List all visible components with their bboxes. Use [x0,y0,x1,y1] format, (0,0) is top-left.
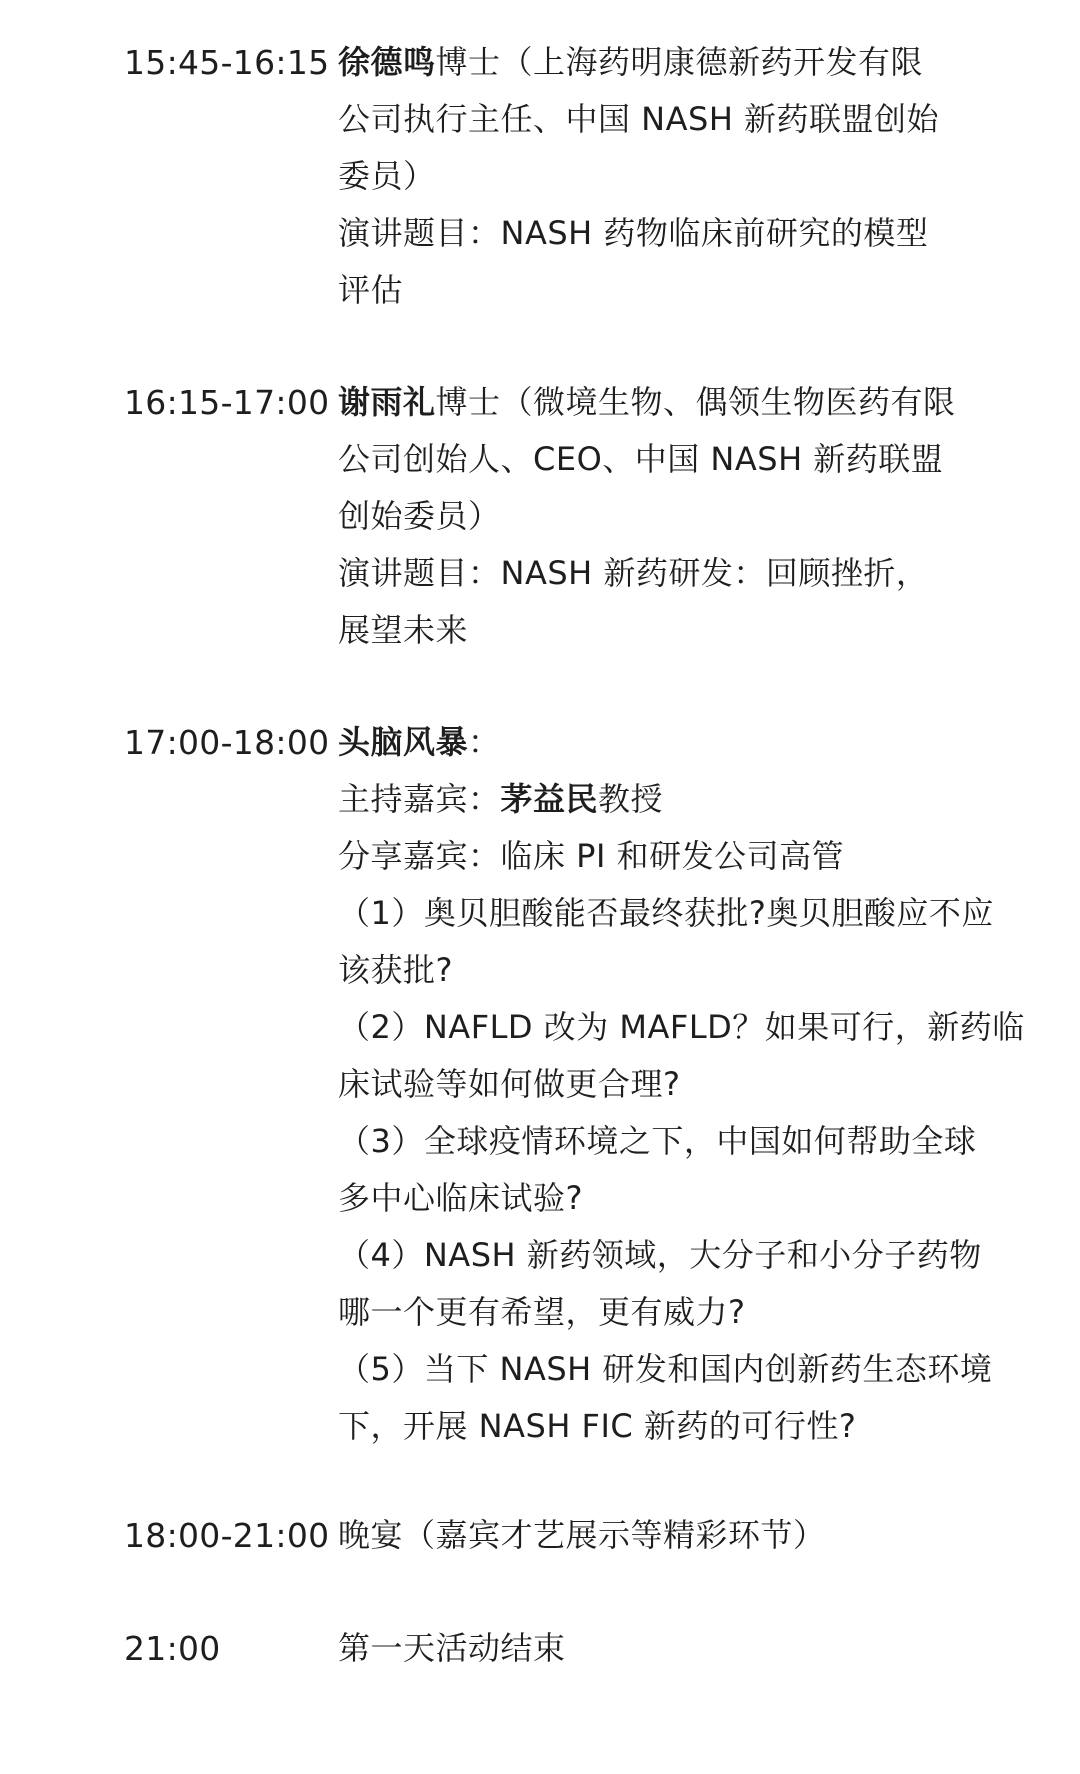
heading-suffix: ： [468,723,501,761]
speaker-detail: 公司创始人、CEO、中国 NASH 新药联盟 [338,440,944,478]
speaker-detail: 博士（微境生物、偶领生物医药有限 [435,383,956,421]
session-content [338,1620,978,1677]
session-content [338,374,978,659]
talk-title: 演讲题目：NASH 新药研发：回顾挫折， [338,554,929,592]
guests-line: 分享嘉宾：临床 PI 和研发公司高管 [338,837,845,875]
speaker-detail: 委员） [338,157,436,195]
talk-title: 评估 [338,271,404,309]
discussion-topic: （4）NASH 新药领域，大分子和小分子药物 [338,1236,982,1274]
session-content [338,714,1025,1455]
speaker-name: 徐德鸣 [338,43,436,81]
discussion-topic: 哪一个更有希望，更有威力? [338,1293,746,1331]
talk-title: 展望未来 [338,611,469,649]
talk-title: 演讲题目：NASH 药物临床前研究的模型 [338,214,929,252]
speaker-detail: 博士（上海药明康德新药开发有限 [435,43,924,81]
host-title: 教授 [598,780,664,818]
session-time: 18:00-21:00 [124,1516,330,1555]
speaker-detail: 创始委员） [338,497,501,535]
discussion-topic: 该获批? [338,951,453,989]
session-text: 第一天活动结束 [338,1629,566,1667]
session-heading: 头脑风暴 [338,723,469,761]
session-time: 17:00-18:00 [124,723,330,762]
discussion-topic: （2）NAFLD 改为 MAFLD？如果可行，新药临 [338,1008,1025,1046]
discussion-topic: （5）当下 NASH 研发和国内创新药生态环境 [338,1350,993,1388]
session-time: 15:45-16:15 [124,43,330,82]
discussion-topic: 下，开展 NASH FIC 新药的可行性? [338,1407,857,1445]
session-time: 21:00 [124,1629,221,1668]
session-content [338,1507,978,1564]
speaker-name: 谢雨礼 [338,383,436,421]
host-label: 主持嘉宾： [338,780,501,818]
discussion-topic: 多中心临床试验? [338,1179,583,1217]
session-time: 16:15-17:00 [124,383,330,422]
discussion-topic: （1）奥贝胆酸能否最终获批?奥贝胆酸应不应 [338,894,994,932]
session-content [338,34,978,319]
discussion-topic: 床试验等如何做更合理? [338,1065,681,1103]
discussion-topic: （3）全球疫情环境之下，中国如何帮助全球 [338,1122,977,1160]
speaker-detail: 公司执行主任、中国 NASH 新药联盟创始 [338,100,940,138]
session-text: 晚宴（嘉宾才艺展示等精彩环节） [338,1516,826,1554]
host-name: 茅益民 [500,780,599,818]
